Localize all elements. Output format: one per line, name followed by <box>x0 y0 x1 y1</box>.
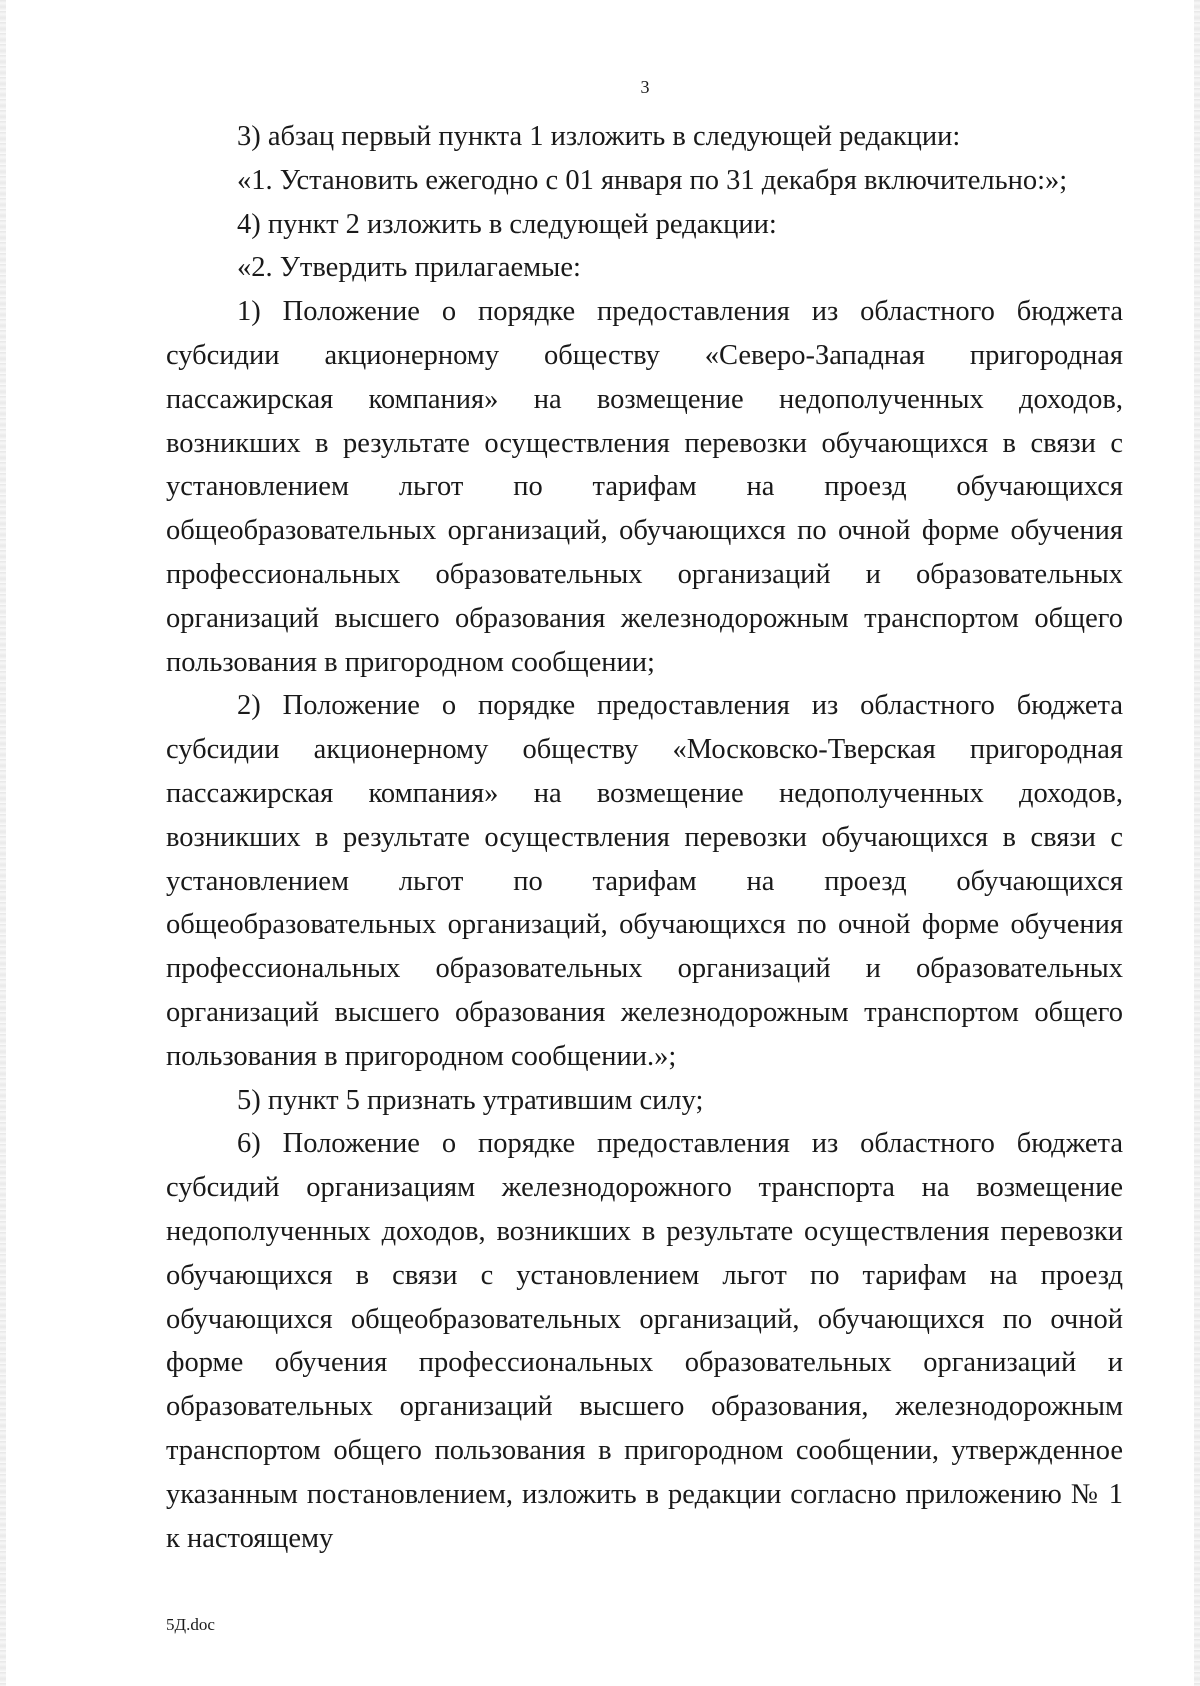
scan-edge-left <box>0 0 6 1686</box>
document-body <box>166 115 1123 1560</box>
paragraph-item-6: 6) Положение о порядке предоставления из областного бюджета субсидий организациям железнодорожного транспорта на возмещение недополученных доходов, возникших в результате осуществления перевозки обучающихся в связи с установлением льгот по тарифам на проезд обучающихся общеобразовательных организаций, обучающихся по очной форме обучения профессиональных образовательных организаций и образовательных организаций высшего образования, железнодорожным транспортом общего пользования в пригородном сообщении, утвержденное указанным постановлением, изложить в редакции согласно приложению № 1 к настоящему <box>166 1128 1123 1554</box>
paragraph-item-3: 3) абзац первый пункта 1 изложить в следующей редакции: <box>237 121 961 152</box>
paragraph-subitem-2: 2) Положение о порядке предоставления из областного бюджета субсидии акционерному обществу «Московско-Тверская пригородная пассажирская компания» на возмещение недополученных доходов, возникших в результате осуществления перевозки обучающихся в связи с установлением льгот по тарифам на проезд обучающихся общеобразовательных организаций, обучающихся по очной форме обучения профессиональных образовательных организаций и образовательных организаций высшего образования железнодорожным транспортом общего пользования в пригородном сообщении.»; <box>166 690 1123 1072</box>
paragraph-quote-item-1: «1. Установить ежегодно с 01 января по 31 декабря включительно:»; <box>237 164 1068 196</box>
footer-filename: 5Д.doc <box>166 1615 215 1634</box>
paragraph-item-4: 4) пункт 2 изложить в следующей редакции: <box>237 208 777 240</box>
page-number: 3 <box>640 77 650 97</box>
paragraph-quote-item-2: «2. Утвердить прилагаемые: <box>237 252 581 284</box>
paragraph-item-5: 5) пункт 5 признать утратившим силу; <box>237 1084 704 1116</box>
scan-edge-right <box>1194 0 1200 1686</box>
paragraph-subitem-1: 1) Положение о порядке предоставления из областного бюджета субсидии акционерному обществу «Северо-Западная пригородная пассажирская компания» на возмещение недополученных доходов, возникших в результате осуществления перевозки обучающихся в связи с установлением льгот по тарифам на проезд обучающихся общеобразовательных организаций, обучающихся по очной форме обучения профессиональных образовательных организаций и образовательных организаций высшего образования железнодорожным транспортом общего пользования в пригородном сообщении; <box>166 296 1123 678</box>
